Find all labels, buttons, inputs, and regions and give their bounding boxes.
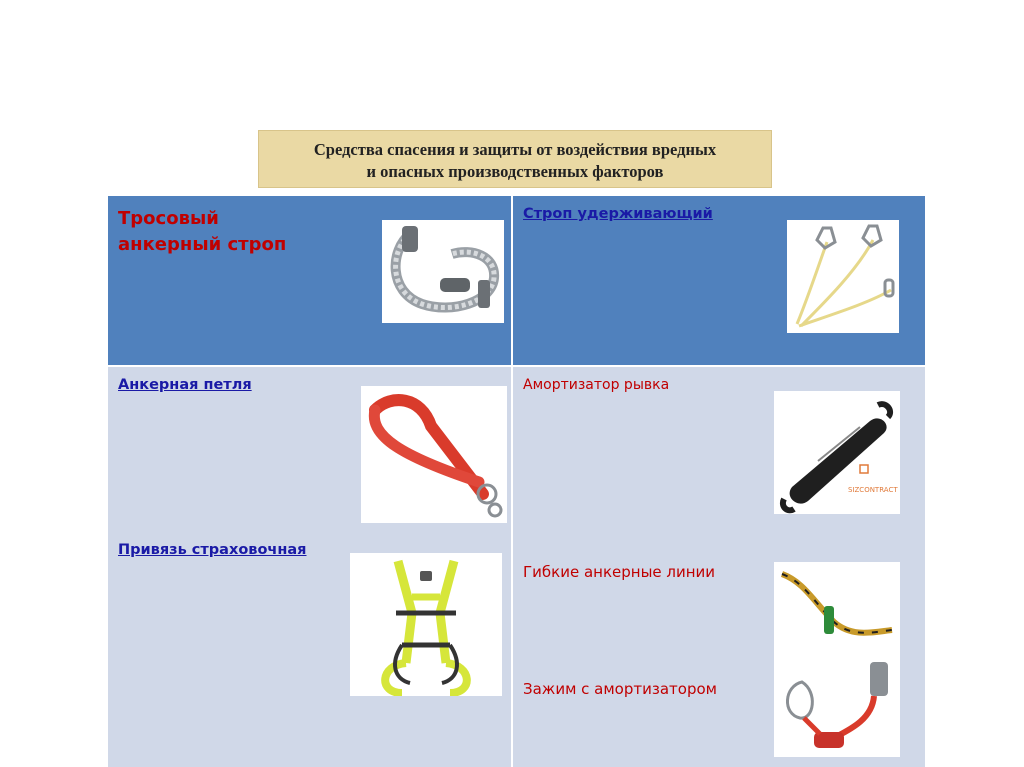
shock-absorber-image <box>774 391 900 514</box>
restraint-lanyard-image <box>787 220 899 333</box>
restraint-lanyard-link[interactable]: Строп удерживающий <box>523 206 713 222</box>
cell-anchor-and-harness <box>108 367 511 767</box>
shock-absorber-brand: SIZCONTRACT <box>848 486 898 494</box>
rope-lanyard-label: Тросовый анкерный строп <box>118 208 287 255</box>
cell-restraint-lanyard <box>513 196 925 365</box>
anchor-loop-link[interactable]: Анкерная петля <box>118 377 252 393</box>
rope-lanyard-image <box>382 220 504 323</box>
anchor-lines-and-clamp-image <box>774 562 900 757</box>
anchor-loop-image <box>361 386 507 523</box>
harness-image <box>350 553 502 696</box>
cell-rope-lanyard <box>108 196 511 365</box>
title-line-2: и опасных производственных факторов <box>366 162 664 181</box>
cell-absorber-lines-clamp <box>513 367 925 767</box>
equipment-table <box>108 196 925 767</box>
shock-absorber-label: Амортизатор рывка <box>523 377 670 393</box>
harness-link[interactable]: Привязь страховочная <box>118 542 307 558</box>
title-line-1: Средства спасения и защиты от воздействия вредных <box>313 140 717 159</box>
slide-title <box>258 130 772 188</box>
flexible-lines-label: Гибкие анкерные линии <box>523 563 716 581</box>
clamp-absorber-label: Зажим с амортизатором <box>523 680 717 698</box>
